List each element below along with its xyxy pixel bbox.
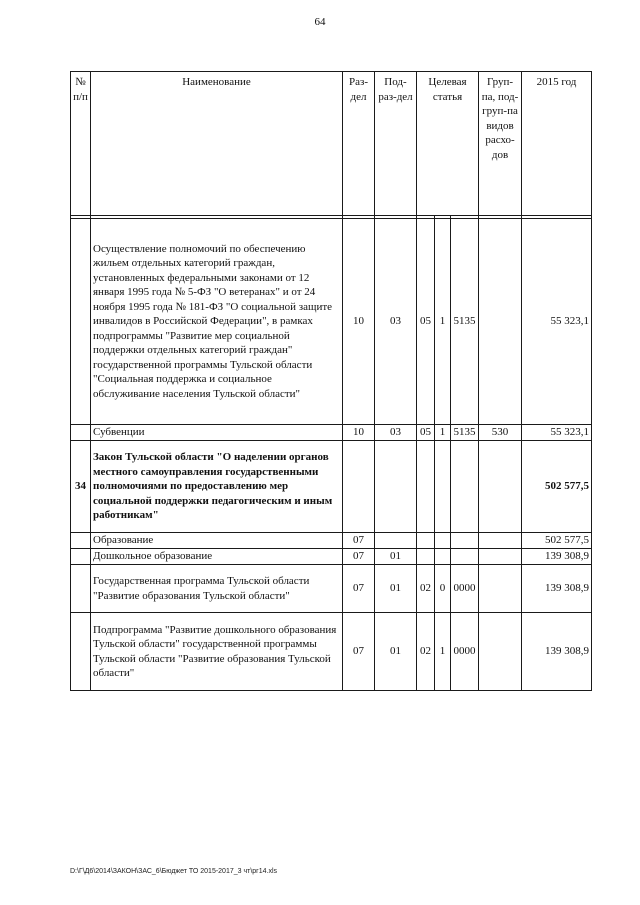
row-subsection: 01 bbox=[375, 613, 417, 691]
row-amount: 139 308,9 bbox=[522, 613, 592, 691]
row-num bbox=[71, 219, 91, 425]
row-target-program bbox=[417, 533, 435, 549]
row-num bbox=[71, 533, 91, 549]
row-target-subprogram bbox=[435, 549, 451, 565]
row-subsection bbox=[375, 533, 417, 549]
row-group: 530 bbox=[479, 425, 522, 441]
row-target-subprogram: 1 bbox=[435, 219, 451, 425]
row-subsection: 01 bbox=[375, 549, 417, 565]
row-amount: 139 308,9 bbox=[522, 549, 592, 565]
header-target-article: Целевая статья bbox=[417, 72, 479, 216]
row-amount: 55 323,1 bbox=[522, 219, 592, 425]
row-target-subprogram bbox=[435, 441, 451, 533]
row-target-program bbox=[417, 441, 435, 533]
header-row bbox=[71, 72, 592, 216]
row-target-direction bbox=[451, 549, 479, 565]
header-section: Раз-дел bbox=[343, 72, 375, 216]
row-group bbox=[479, 533, 522, 549]
row-target-program: 02 bbox=[417, 565, 435, 613]
row-name: Подпрограмма "Развитие дошкольного образования Тульской области" государственной программы Тульской области "Развитие образования Тульской области" bbox=[91, 613, 343, 691]
row-target-direction bbox=[451, 441, 479, 533]
header-expense-group: Груп-па, под-груп-па видов расхо-дов bbox=[479, 72, 522, 216]
row-num: 34 bbox=[71, 441, 91, 533]
row-section: 10 bbox=[343, 219, 375, 425]
table-row bbox=[71, 219, 592, 425]
row-target-subprogram: 0 bbox=[435, 565, 451, 613]
row-target-program bbox=[417, 549, 435, 565]
table-row bbox=[71, 565, 592, 613]
row-group bbox=[479, 219, 522, 425]
row-target-program: 05 bbox=[417, 425, 435, 441]
row-subsection bbox=[375, 441, 417, 533]
row-group bbox=[479, 441, 522, 533]
row-name: Субвенции bbox=[91, 425, 343, 441]
row-name: Закон Тульской области "О наделении органов местного самоуправления государственными полномочиями по предоставлению мер социальной поддержки педагогическим и иным работникам" bbox=[91, 441, 343, 533]
file-path-footer: D:\Г\Д6\2014\ЗАКОН\ЗАС_6\Бюджет ТО 2015-2017_3 чт\рг14.xls bbox=[70, 868, 278, 875]
row-target-subprogram: 1 bbox=[435, 425, 451, 441]
header-subsection: Под-раз-дел bbox=[375, 72, 417, 216]
table-row bbox=[71, 425, 592, 441]
row-target-direction bbox=[451, 533, 479, 549]
header-num: № п/п bbox=[71, 72, 91, 216]
row-section: 07 bbox=[343, 549, 375, 565]
row-name: Образование bbox=[91, 533, 343, 549]
row-group bbox=[479, 565, 522, 613]
row-group bbox=[479, 613, 522, 691]
row-subsection: 01 bbox=[375, 565, 417, 613]
row-amount: 139 308,9 bbox=[522, 565, 592, 613]
row-target-direction: 0000 bbox=[451, 565, 479, 613]
row-target-subprogram: 1 bbox=[435, 613, 451, 691]
row-section bbox=[343, 441, 375, 533]
row-target-program: 02 bbox=[417, 613, 435, 691]
row-num bbox=[71, 613, 91, 691]
row-section: 10 bbox=[343, 425, 375, 441]
header-name: Наименование bbox=[91, 72, 343, 216]
row-section: 07 bbox=[343, 533, 375, 549]
row-target-direction: 0000 bbox=[451, 613, 479, 691]
row-num bbox=[71, 425, 91, 441]
row-amount: 502 577,5 bbox=[522, 441, 592, 533]
budget-table bbox=[70, 71, 592, 691]
row-target-direction: 5135 bbox=[451, 219, 479, 425]
header-year-2015: 2015 год bbox=[522, 72, 592, 216]
row-name: Дошкольное образование bbox=[91, 549, 343, 565]
row-group bbox=[479, 549, 522, 565]
row-name: Государственная программа Тульской области "Развитие образования Тульской области" bbox=[91, 565, 343, 613]
table-row bbox=[71, 549, 592, 565]
row-target-program: 05 bbox=[417, 219, 435, 425]
row-subsection: 03 bbox=[375, 219, 417, 425]
row-name: Осуществление полномочий по обеспечению жильем отдельных категорий граждан, установленных федеральными законами от 12 января 1995 года № 5-ФЗ "О ветеранах" и от 24 ноября 1995 года № 181-ФЗ "О социальной защите инвалидов в Российской Федерации", в рамках подпрограммы "Развитие мер социальной поддержки отдельных категорий граждан" государственной программы Тульской области "Социальная поддержка и социальное обслуживание населения Тульской области" bbox=[91, 219, 343, 425]
table-row bbox=[71, 533, 592, 549]
page-number: 64 bbox=[314, 16, 326, 28]
row-subsection: 03 bbox=[375, 425, 417, 441]
row-target-subprogram bbox=[435, 533, 451, 549]
table-row bbox=[71, 441, 592, 533]
table-row bbox=[71, 613, 592, 691]
row-num bbox=[71, 549, 91, 565]
row-num bbox=[71, 565, 91, 613]
row-amount: 55 323,1 bbox=[522, 425, 592, 441]
row-target-direction: 5135 bbox=[451, 425, 479, 441]
row-section: 07 bbox=[343, 613, 375, 691]
row-section: 07 bbox=[343, 565, 375, 613]
row-amount: 502 577,5 bbox=[522, 533, 592, 549]
